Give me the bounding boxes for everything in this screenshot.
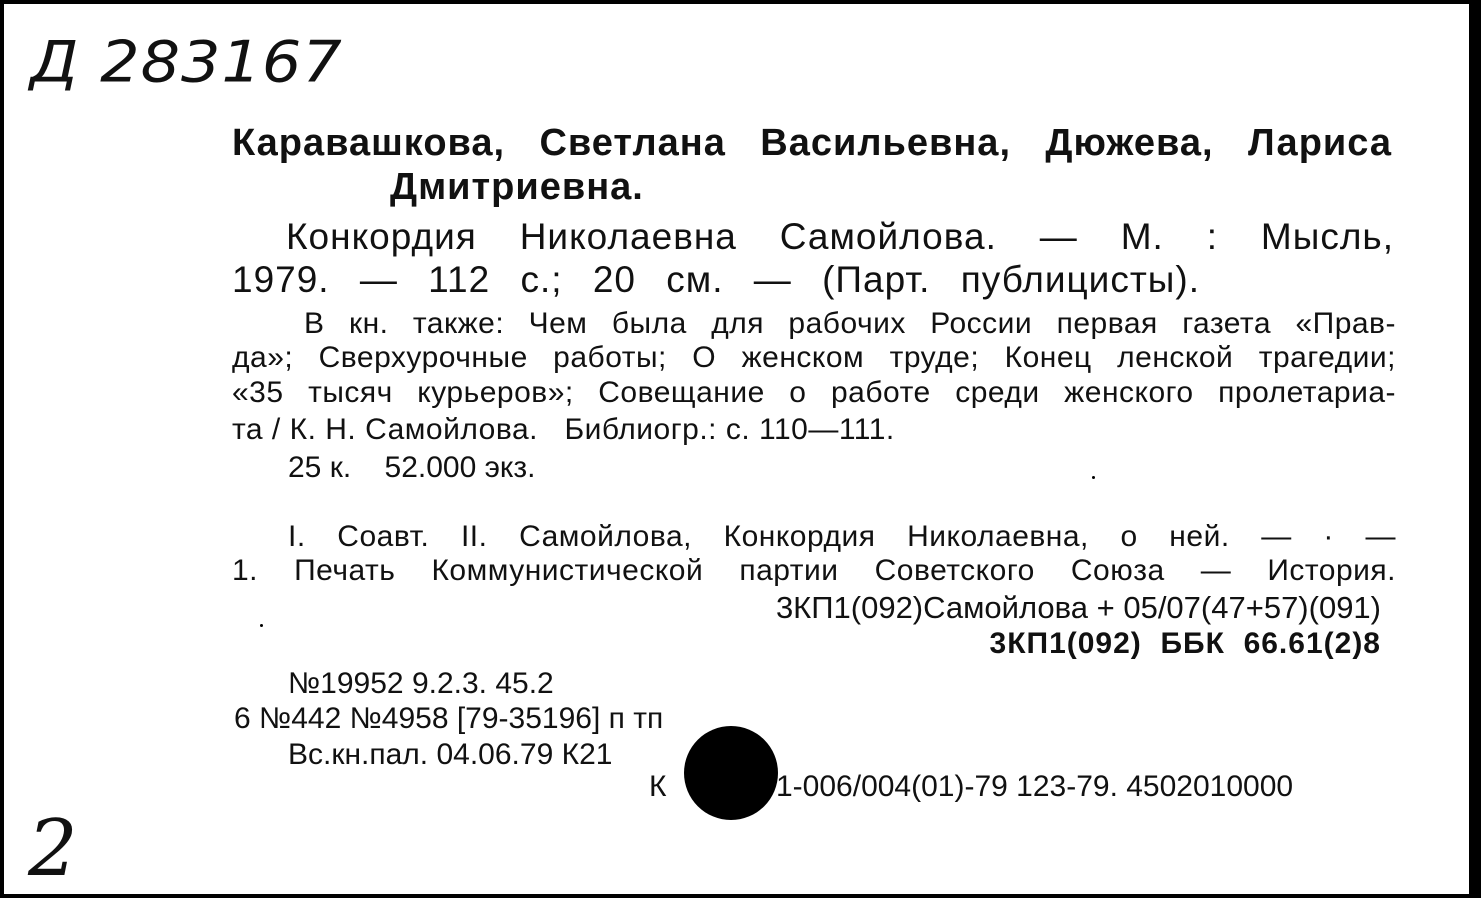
tracing-line2: 1. Печать Коммунистической партии Советского Союза — История.: [232, 554, 1396, 587]
handwritten-inventory-code: Д 283167: [30, 28, 343, 96]
title-line2: 1979. — 112 с.; 20 см. — (Парт. публицисты).: [232, 259, 1200, 300]
tech-line2: 6 №442 №4958 [79-35196] п тп: [234, 702, 664, 735]
classification-index-line1: 3КП1(092)Самойлова + 05/07(47+57)(091): [775, 590, 1381, 625]
contents-note-line1: В кн. также: Чем была для рабочих России первая газета «Прав-: [304, 307, 1396, 340]
price-and-print-run: 25 к. 52.000 экз.: [288, 451, 536, 484]
tech-line4-left: К: [649, 770, 667, 803]
author-heading-line1: Каравашкова, Светлана Васильевна, Дюжева, Лариса: [232, 122, 1392, 164]
title-line1: Конкордия Николаевна Самойлова. — М. : Мысль,: [286, 216, 1394, 257]
handwritten-number: 2: [28, 804, 78, 894]
contents-note-line2: да»; Сверхурочные работы; О женском труде; Конец ленской трагедии;: [232, 341, 1396, 374]
tech-line3: Вс.кн.пал. 04.06.79 К21: [288, 738, 613, 771]
tech-line4-right: 1-006/004(01)-79 123-79. 4502010000: [776, 770, 1294, 803]
stray-dot: [1092, 476, 1095, 479]
stray-dot: [260, 624, 263, 627]
tech-line1: №19952 9.2.3. 45.2: [288, 667, 554, 700]
tracing-line1: I. Соавт. II. Самойлова, Конкордия Николаевна, о ней. — · —: [288, 520, 1396, 553]
author-heading-line2: Дмитриевна.: [390, 166, 644, 208]
classification-index-line2: 3КП1(092) ББК 66.61(2)8: [989, 627, 1381, 660]
punch-hole: [684, 726, 778, 820]
contents-note-line4: та / К. Н. Самойлова. Библиогр.: с. 110—111.: [232, 413, 895, 446]
contents-note-line3: «35 тысяч курьеров»; Совещание о работе среди женского пролетариа-: [232, 376, 1396, 409]
